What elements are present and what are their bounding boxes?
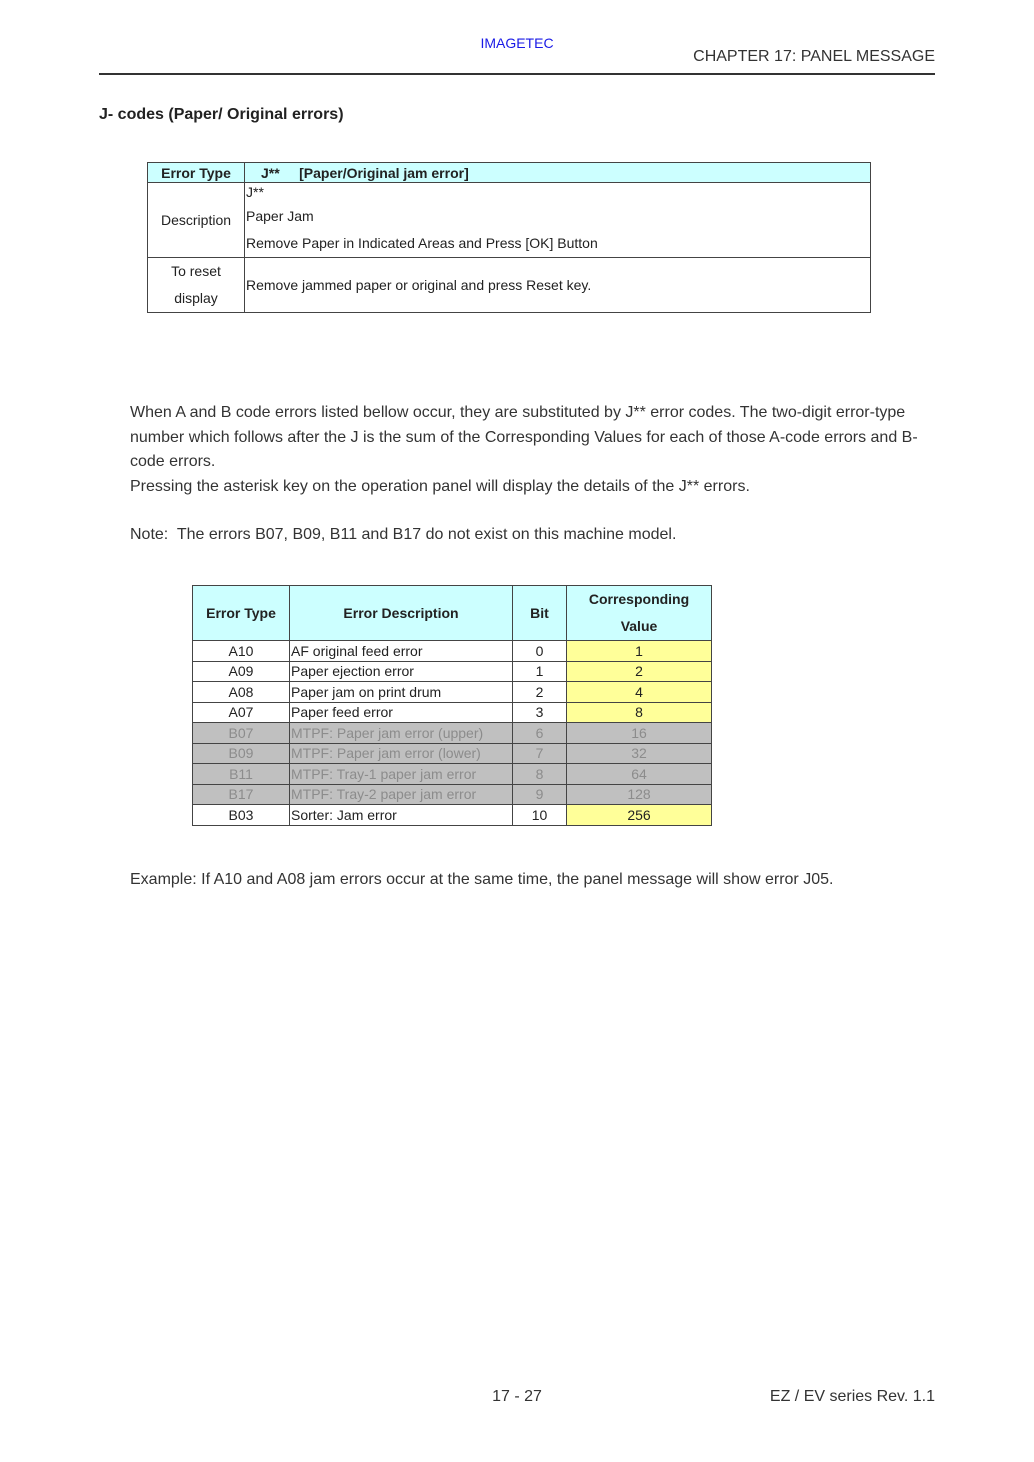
cell-bit: 10	[513, 805, 567, 826]
error-code-table	[192, 585, 712, 826]
cell-bit: 6	[513, 723, 567, 744]
cell-error-description: Paper feed error	[290, 702, 513, 723]
cell-corresponding-value: 4	[567, 682, 712, 703]
cell-corresponding-value: 2	[567, 661, 712, 682]
cell-error-type: A09	[193, 661, 290, 682]
col-header-bit: Bit	[513, 586, 567, 641]
cell-error-description: Paper ejection error	[290, 661, 513, 682]
cell-bit: 7	[513, 743, 567, 764]
cell-error-description: Sorter: Jam error	[290, 805, 513, 826]
cell-error-type: A10	[193, 641, 290, 662]
example-paragraph: Example: If A10 and A08 jam errors occur at the same time, the panel message will show error J05.	[130, 871, 834, 888]
cell-error-type: B09	[193, 743, 290, 764]
cell-error-description: AF original feed error	[290, 641, 513, 662]
table-row	[193, 805, 712, 826]
note-paragraph: Note: The errors B07, B09, B11 and B17 do not exist on this machine model.	[130, 526, 677, 543]
table-row-unavailable	[193, 743, 712, 764]
description-row	[148, 183, 871, 258]
cell-corresponding-value: 32	[567, 743, 712, 764]
cell-corresponding-value: 8	[567, 702, 712, 723]
col-header-error-type: Error Type	[193, 586, 290, 641]
table-row-unavailable	[193, 723, 712, 744]
brand-name: IMAGETEC	[480, 35, 554, 51]
cell-bit: 0	[513, 641, 567, 662]
reset-label-line: display	[174, 290, 218, 306]
cell-error-type: A07	[193, 702, 290, 723]
header-divider	[99, 73, 935, 75]
error-table-header-row	[193, 586, 712, 641]
cell-error-type: B03	[193, 805, 290, 826]
section-title: J- codes (Paper/ Original errors)	[99, 106, 344, 123]
cell-corresponding-value: 64	[567, 764, 712, 785]
table-row-unavailable	[193, 784, 712, 805]
cell-error-type: A08	[193, 682, 290, 703]
page-number: 17 - 27	[492, 1388, 542, 1405]
col-header-value-line: Value	[620, 618, 658, 634]
cell-corresponding-value: 1	[567, 641, 712, 662]
cell-corresponding-value: 128	[567, 784, 712, 805]
asterisk-text: Pressing the asterisk key on the operation panel will display the details of the J** errors.	[130, 477, 750, 495]
info-header-row	[148, 163, 871, 183]
reset-label	[148, 258, 245, 313]
cell-corresponding-value: 16	[567, 723, 712, 744]
cell-bit: 8	[513, 764, 567, 785]
col-header-value-line: Corresponding	[588, 591, 690, 607]
cell-error-description: MTPF: Paper jam error (lower)	[290, 743, 513, 764]
cell-bit: 3	[513, 702, 567, 723]
cell-error-description: MTPF: Paper jam error (upper)	[290, 723, 513, 744]
cell-error-description: MTPF: Tray-1 paper jam error	[290, 764, 513, 785]
table-row	[193, 702, 712, 723]
intro-paragraph	[130, 401, 920, 499]
error-type-info-table	[147, 162, 871, 313]
cell-error-description: MTPF: Tray-2 paper jam error	[290, 784, 513, 805]
table-row	[193, 682, 712, 703]
description-line: J**	[246, 184, 264, 200]
col-header-error-description: Error Description	[290, 586, 513, 641]
table-row-unavailable	[193, 764, 712, 785]
error-type-value: J** [Paper/Original jam error]	[245, 163, 871, 183]
chapter-title: CHAPTER 17: PANEL MESSAGE	[693, 48, 935, 65]
cell-bit: 2	[513, 682, 567, 703]
cell-error-type: B17	[193, 784, 290, 805]
cell-error-type: B07	[193, 723, 290, 744]
cell-corresponding-value: 256	[567, 805, 712, 826]
error-type-label: Error Type	[148, 163, 245, 183]
cell-bit: 9	[513, 784, 567, 805]
cell-error-description: Paper jam on print drum	[290, 682, 513, 703]
description-value	[245, 183, 871, 258]
cell-bit: 1	[513, 661, 567, 682]
table-row	[193, 661, 712, 682]
reset-value: Remove jammed paper or original and press Reset key.	[245, 258, 871, 313]
revision-label: EZ / EV series Rev. 1.1	[769, 1388, 935, 1405]
reset-row	[148, 258, 871, 313]
cell-error-type: B11	[193, 764, 290, 785]
description-line: Paper Jam	[246, 208, 314, 224]
description-line: Remove Paper in Indicated Areas and Press [OK] Button	[246, 235, 598, 251]
table-row	[193, 641, 712, 662]
reset-label-line: To reset	[171, 263, 221, 279]
intro-text: When A and B code errors listed bellow occur, they are substituted by J** error codes. The two-digit error-type number which follows after the J is the sum of the Corresponding Values for each of those A-code errors and B-code errors.	[130, 404, 918, 470]
col-header-corresponding-value	[567, 586, 712, 641]
description-label: Description	[148, 183, 245, 258]
